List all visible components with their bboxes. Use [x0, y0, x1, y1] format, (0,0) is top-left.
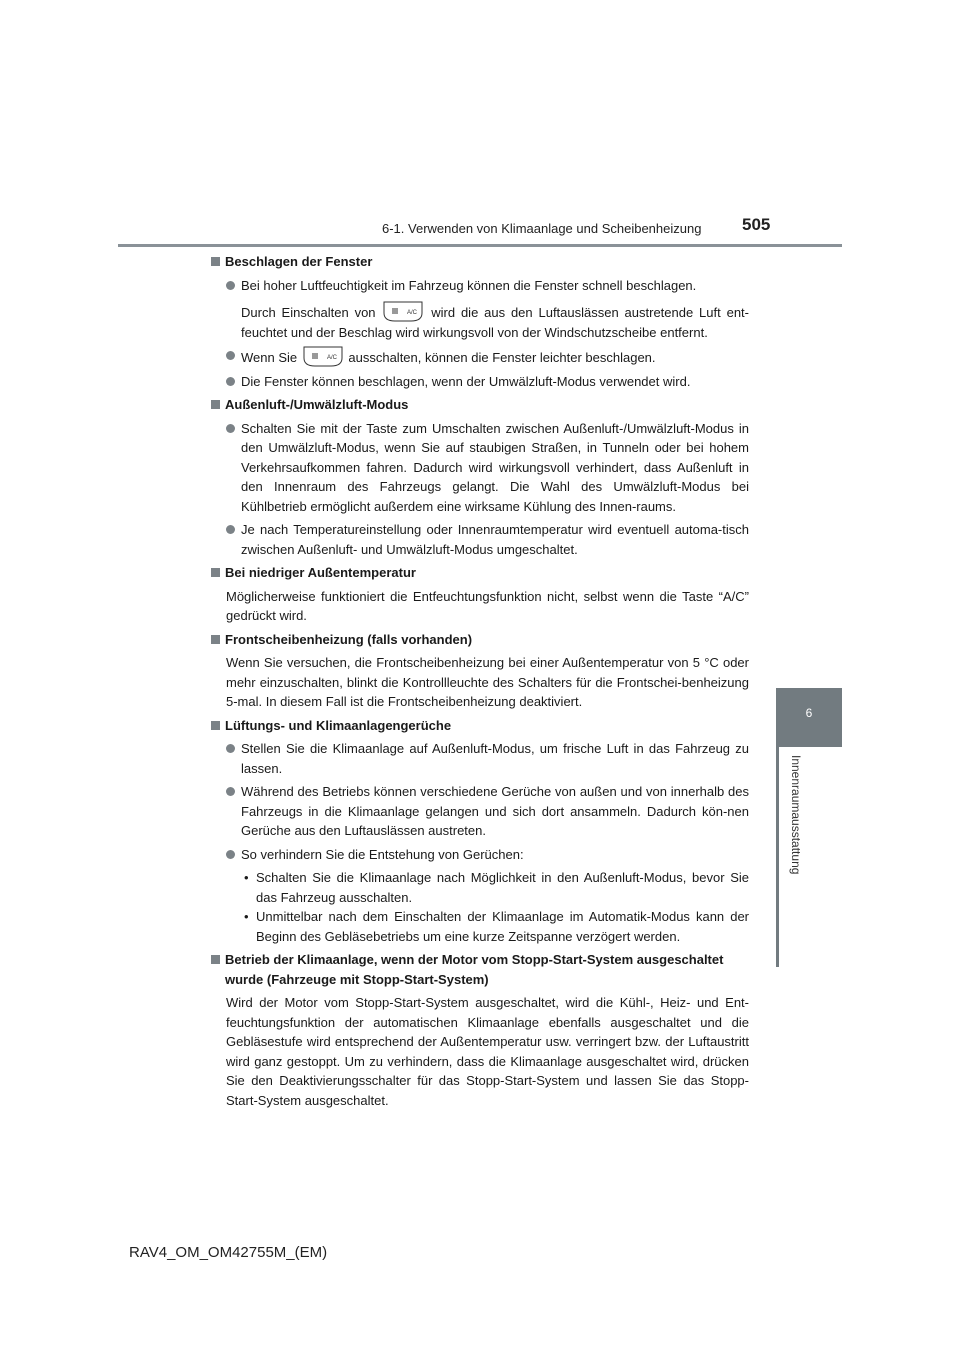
- list-item: Bei hoher Luftfeuchtigkeit im Fahrzeug können die Fenster schnell beschlagen. Durch Einschalten von A/C wird die aus den Luftauslässen austretende Luft ent-feuchtet und der Beschlag wird wirkungsvoll von der Windschutzscheibe entfernt.: [211, 276, 749, 343]
- square-bullet-icon: [211, 400, 220, 409]
- svg-text:A/C: A/C: [407, 310, 418, 316]
- circle-bullet-icon: [226, 351, 235, 360]
- section-title: Frontscheibenheizung (falls vorhanden): [211, 630, 749, 650]
- section-text: Wird der Motor vom Stopp-Start-System ausgeschaltet, wird die Kühl-, Heiz- und Ent-feuchtungsfunktion der automatischen Klimaanlage ebenfalls ausgeschaltet und die Gebläsestufe wird entsprechend der Außentemperatur usw. verringert bzw. der Luftaustritt wird ganz gestoppt. Um zu verhindern, dass die Klimaanlage ausgeschaltet wird, drücken Sie den Deaktivierungsschalter für das Stopp-Start-System und lassen Sie das Stopp-Start-System ausgeschaltet.: [226, 995, 749, 1108]
- document-code: RAV4_OM_OM42755M_(EM): [129, 1244, 328, 1261]
- circle-bullet-icon: [226, 787, 235, 796]
- section-title: Beschlagen der Fenster: [211, 252, 749, 272]
- circle-bullet-icon: [226, 424, 235, 433]
- section-title: Außenluft-/Umwälzluft-Modus: [211, 395, 749, 415]
- header-divider: [118, 244, 842, 247]
- section-title: Bei niedriger Außentemperatur: [211, 563, 749, 583]
- section-title: Lüftungs- und Klimaanlagengerüche: [211, 716, 749, 736]
- page-number: 505: [742, 215, 771, 234]
- section-odors: [211, 716, 749, 947]
- section-title: Betrieb der Klimaanlage, wenn der Motor vom Stopp-Start-System ausgeschaltet wurde (Fahrzeuge mit Stopp-Start-System): [211, 950, 749, 989]
- circle-bullet-icon: [226, 281, 235, 290]
- list-item: Während des Betriebs können verschiedene Gerüche von außen und von innerhalb des Fahrzeugs in die Klimaanlage gelangen und sich dort ansammeln. Dadurch kön-nen Gerüche aus den Luftauslässen austreten.: [211, 782, 749, 841]
- list-item: Wenn Sie A/C ausschalten, können die Fenster leichter beschlagen.: [211, 346, 749, 368]
- square-bullet-icon: [211, 568, 220, 577]
- chapter-tab-line: [776, 747, 779, 967]
- list-item: Schalten Sie mit der Taste zum Umschalten zwischen Außenluft-/Umwälzluft-Modus in den Umwälzluft-Modus, wenn Sie auf staubigen Straßen, in Tunneln oder bei hohem Verkehrsaufkommen fahren. Dadurch wird wirkungsvoll verhindert, dass Außenluft in den Innenraum des Fahrzeugs gelangt. Die Wahl des Umwälzluft-Modus bei Kühlbetrieb ermöglicht außerdem eine wirksame Kühlung des Innen-raums.: [211, 419, 749, 517]
- ac-button-icon: [383, 301, 423, 322]
- square-bullet-icon: [211, 955, 220, 964]
- list-item: Je nach Temperatureinstellung oder Innenraumtemperatur wird eventuell automa-tisch zwischen Außenluft- und Umwälzluft-Modus umgeschaltet.: [211, 520, 749, 559]
- section-windshield-heater: [211, 630, 749, 712]
- section-stop-start: [211, 950, 749, 1110]
- small-bullet-icon: •: [244, 870, 249, 885]
- svg-text:A/C: A/C: [326, 355, 337, 361]
- small-bullet-icon: •: [244, 909, 249, 924]
- section-low-temperature: [211, 563, 749, 626]
- section-air-mode: [211, 395, 749, 559]
- sub-list-item: • Unmittelbar nach dem Einschalten der Klimaanlage im Automatik-Modus kann der Beginn des Gebläsebetriebs um eine kurze Zeitspanne verzögert werden.: [244, 909, 749, 944]
- main-content: [211, 252, 749, 1114]
- section-text: Möglicherweise funktioniert die Entfeuchtungsfunktion nicht, selbst wenn die Taste “A/C” gedrückt wird.: [226, 588, 749, 623]
- circle-bullet-icon: [226, 850, 235, 859]
- list-item: So verhindern Sie die Entstehung von Gerüchen:: [211, 845, 749, 865]
- circle-bullet-icon: [226, 744, 235, 753]
- sub-list-item: • Schalten Sie die Klimaanlage nach Möglichkeit in den Außenluft-Modus, bevor Sie das Fahrzeug ausschalten.: [244, 870, 749, 905]
- chapter-label: Innenraumausstattung: [789, 755, 803, 875]
- ac-button-icon: [303, 346, 343, 367]
- circle-bullet-icon: [226, 525, 235, 534]
- square-bullet-icon: [211, 635, 220, 644]
- square-bullet-icon: [211, 721, 220, 730]
- list-item: Stellen Sie die Klimaanlage auf Außenluft-Modus, um frische Luft in das Fahrzeug zu lassen.: [211, 739, 749, 778]
- section-fogging: [211, 252, 749, 391]
- list-item: Die Fenster können beschlagen, wenn der Umwälzluft-Modus verwendet wird.: [211, 372, 749, 392]
- section-header-title: 6-1. Verwenden von Klimaanlage und Scheibenheizung: [382, 221, 702, 236]
- item-continuation: Durch Einschalten von A/C wird die aus den Luftauslässen austretende Luft ent-feuchtet und der Beschlag wird wirkungsvoll von der Windschutzscheibe entfernt.: [241, 301, 749, 342]
- square-bullet-icon: [211, 257, 220, 266]
- chapter-number: 6: [805, 706, 813, 720]
- circle-bullet-icon: [226, 377, 235, 386]
- section-text: Wenn Sie versuchen, die Frontscheibenheizung bei einer Außentemperatur von 5 °C oder mehr einzuschalten, blinkt die Kontrollleuchte des Schalters für die Frontschei-benheizung 5-mal. In diesem Fall ist die Frontscheibenheizung deaktiviert.: [226, 655, 749, 709]
